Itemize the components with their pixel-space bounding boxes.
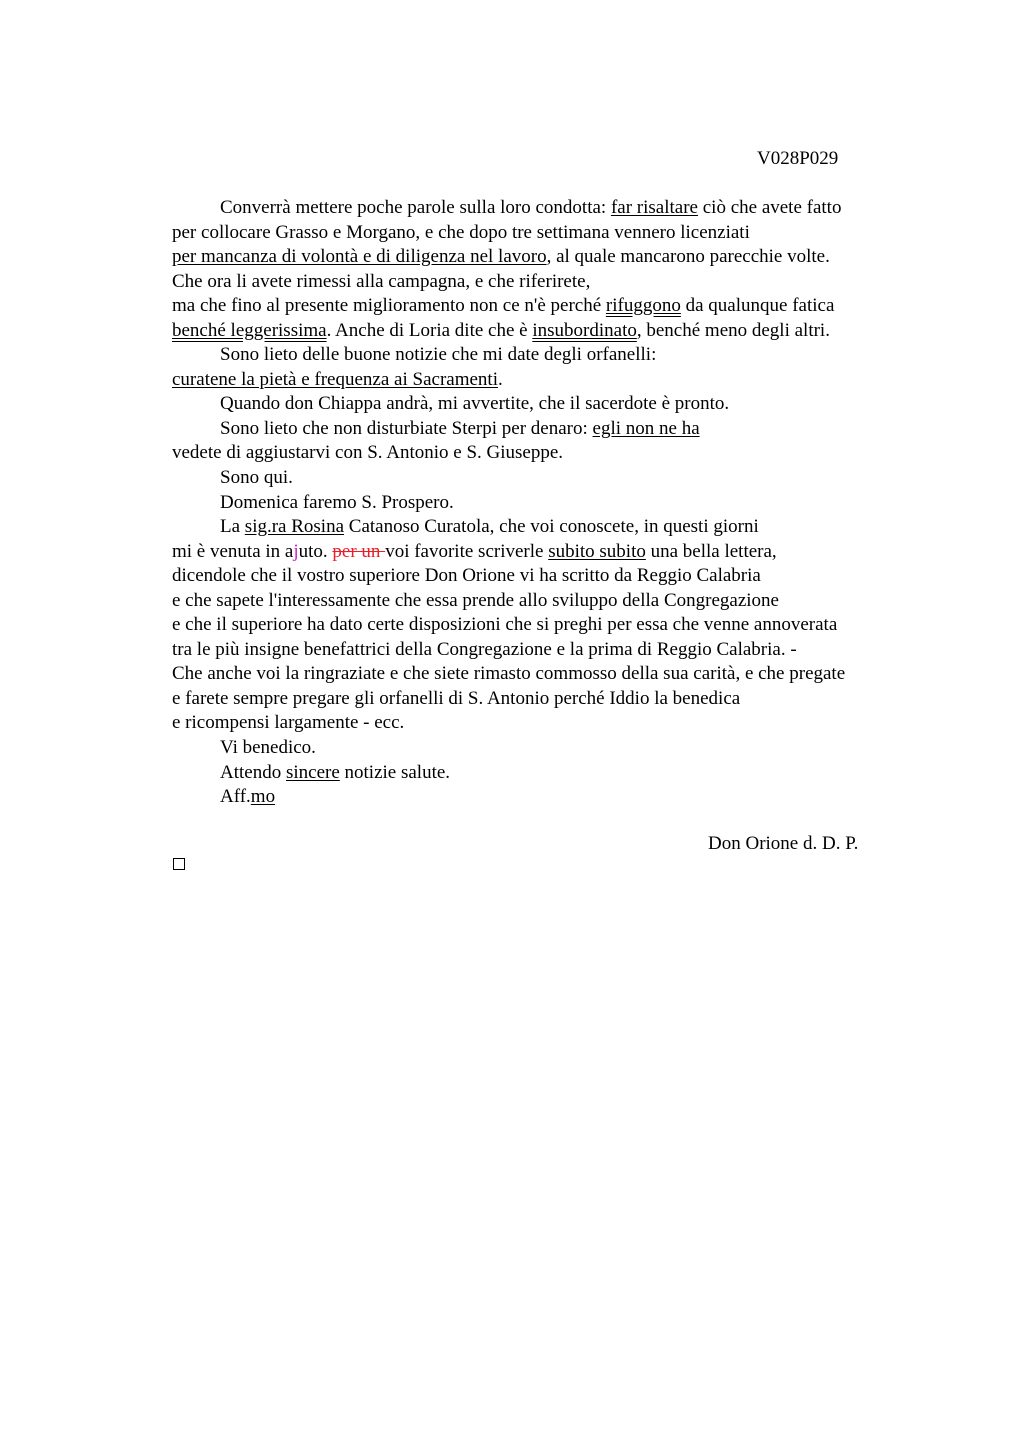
- text-line: [172, 662, 912, 687]
- text-line: [172, 343, 912, 368]
- text-line: [172, 270, 912, 295]
- text-segment: Sono qui.: [220, 467, 293, 489]
- text-line: [172, 368, 912, 393]
- text-segment: per mancanza di volontà e di diligenza nel lavoro: [172, 246, 547, 268]
- text-segment: mi è venuta in a: [172, 540, 294, 562]
- letter-body: [172, 196, 912, 810]
- text-segment: e farete sempre pregare gli orfanelli di S. Antonio perché Iddio la benedica: [172, 687, 741, 709]
- text-line: [172, 441, 912, 466]
- text-segment: e che il superiore ha dato certe disposizioni che si preghi per essa che venne annoverata: [172, 614, 838, 636]
- text-line: [172, 319, 912, 344]
- text-segment: Quando don Chiappa andrà, mi avvertite, che il sacerdote è pronto.: [220, 393, 730, 415]
- text-segment: Vi benedico.: [220, 737, 316, 759]
- text-segment: sig.ra Rosina: [244, 516, 345, 538]
- text-line: [172, 417, 912, 442]
- text-segment: Che anche voi la ringraziate e che siete rimasto commosso della sua carità, e che pregate: [172, 663, 846, 685]
- text-segment: egli non ne ha: [592, 417, 700, 439]
- text-segment: Sono lieto che non disturbiate Sterpi per denaro:: [220, 417, 593, 439]
- text-line: [172, 761, 912, 786]
- text-segment: far risaltare: [610, 197, 698, 218]
- text-segment: . Anche di Loria dite che è: [326, 319, 533, 341]
- text-line: [172, 711, 912, 736]
- text-segment: ma che fino al presente miglioramento non ce n'è perché: [172, 295, 606, 317]
- text-segment: notizie salute.: [339, 761, 451, 783]
- text-line: [172, 638, 912, 663]
- text-line: [172, 392, 912, 417]
- text-line: [172, 613, 912, 638]
- text-segment: sincere: [285, 761, 340, 783]
- text-segment: benché leggerissima: [172, 319, 327, 341]
- text-segment: uto.: [298, 540, 333, 562]
- inserted-text: j: [293, 540, 299, 562]
- document-id: V028P029: [757, 148, 839, 169]
- text-segment: per collocare Grasso e Morgano, e che dopo tre settimana vennero licenziati: [172, 221, 750, 243]
- text-segment: Domenica faremo S. Prospero.: [220, 491, 454, 513]
- text-segment: vedete di aggiustarvi con S. Antonio e S. Giuseppe.: [172, 442, 564, 464]
- text-segment: Attendo: [220, 761, 286, 783]
- text-segment: dicendole che il vostro superiore Don Orione vi ha scritto da Reggio Calabria: [172, 565, 761, 587]
- text-segment: , al quale mancarono parecchie volte.: [546, 246, 830, 268]
- text-segment: tra le più insigne benefattrici della Congregazione e la prima di Reggio Calabria. -: [172, 638, 797, 660]
- text-segment: mo: [250, 786, 276, 808]
- text-line: [172, 515, 912, 540]
- text-segment: Che ora li avete rimessi alla campagna, e che riferirete,: [172, 270, 591, 292]
- text-line: [172, 466, 912, 491]
- text-line: [172, 294, 912, 319]
- text-line: [172, 736, 912, 761]
- text-segment: da qualunque fatica: [680, 295, 835, 317]
- text-segment: e ricompensi largamente - ecc.: [172, 712, 405, 734]
- text-segment: una bella lettera,: [645, 540, 777, 562]
- text-segment: e che sapete l'interessamente che essa prende allo sviluppo della Congregazione: [172, 589, 779, 611]
- deleted-text: per un: [332, 540, 386, 562]
- text-line: [172, 687, 912, 712]
- text-segment: ciò che avete fatto: [697, 197, 842, 218]
- text-line: [172, 196, 912, 221]
- text-line: [172, 491, 912, 516]
- text-segment: , benché meno degli altri.: [636, 319, 830, 341]
- text-segment: voi favorite scriverle: [385, 540, 549, 562]
- text-segment: La: [220, 516, 245, 538]
- text-segment: insubordinato: [532, 319, 637, 341]
- text-segment: Aff.: [220, 786, 251, 808]
- text-line: [172, 564, 912, 589]
- text-segment: .: [497, 368, 503, 390]
- text-line: [172, 589, 912, 614]
- text-segment: subito subito: [548, 540, 646, 562]
- text-segment: rifuggono: [605, 295, 681, 317]
- text-line: [172, 245, 912, 270]
- text-segment: Catanoso Curatola, che voi conoscete, in questi giorni: [344, 516, 759, 538]
- text-line: [172, 540, 912, 565]
- signature: Don Orione d. D. P.: [708, 833, 859, 854]
- text-segment: Sono lieto delle buone notizie che mi date degli orfanelli:: [220, 344, 657, 366]
- text-line: [172, 221, 912, 246]
- text-segment: Converrà mettere poche parole sulla loro condotta:: [220, 197, 611, 218]
- end-mark-square: [173, 858, 185, 870]
- text-segment: curatene la pietà e frequenza ai Sacramenti: [172, 368, 498, 390]
- text-line: [172, 785, 912, 810]
